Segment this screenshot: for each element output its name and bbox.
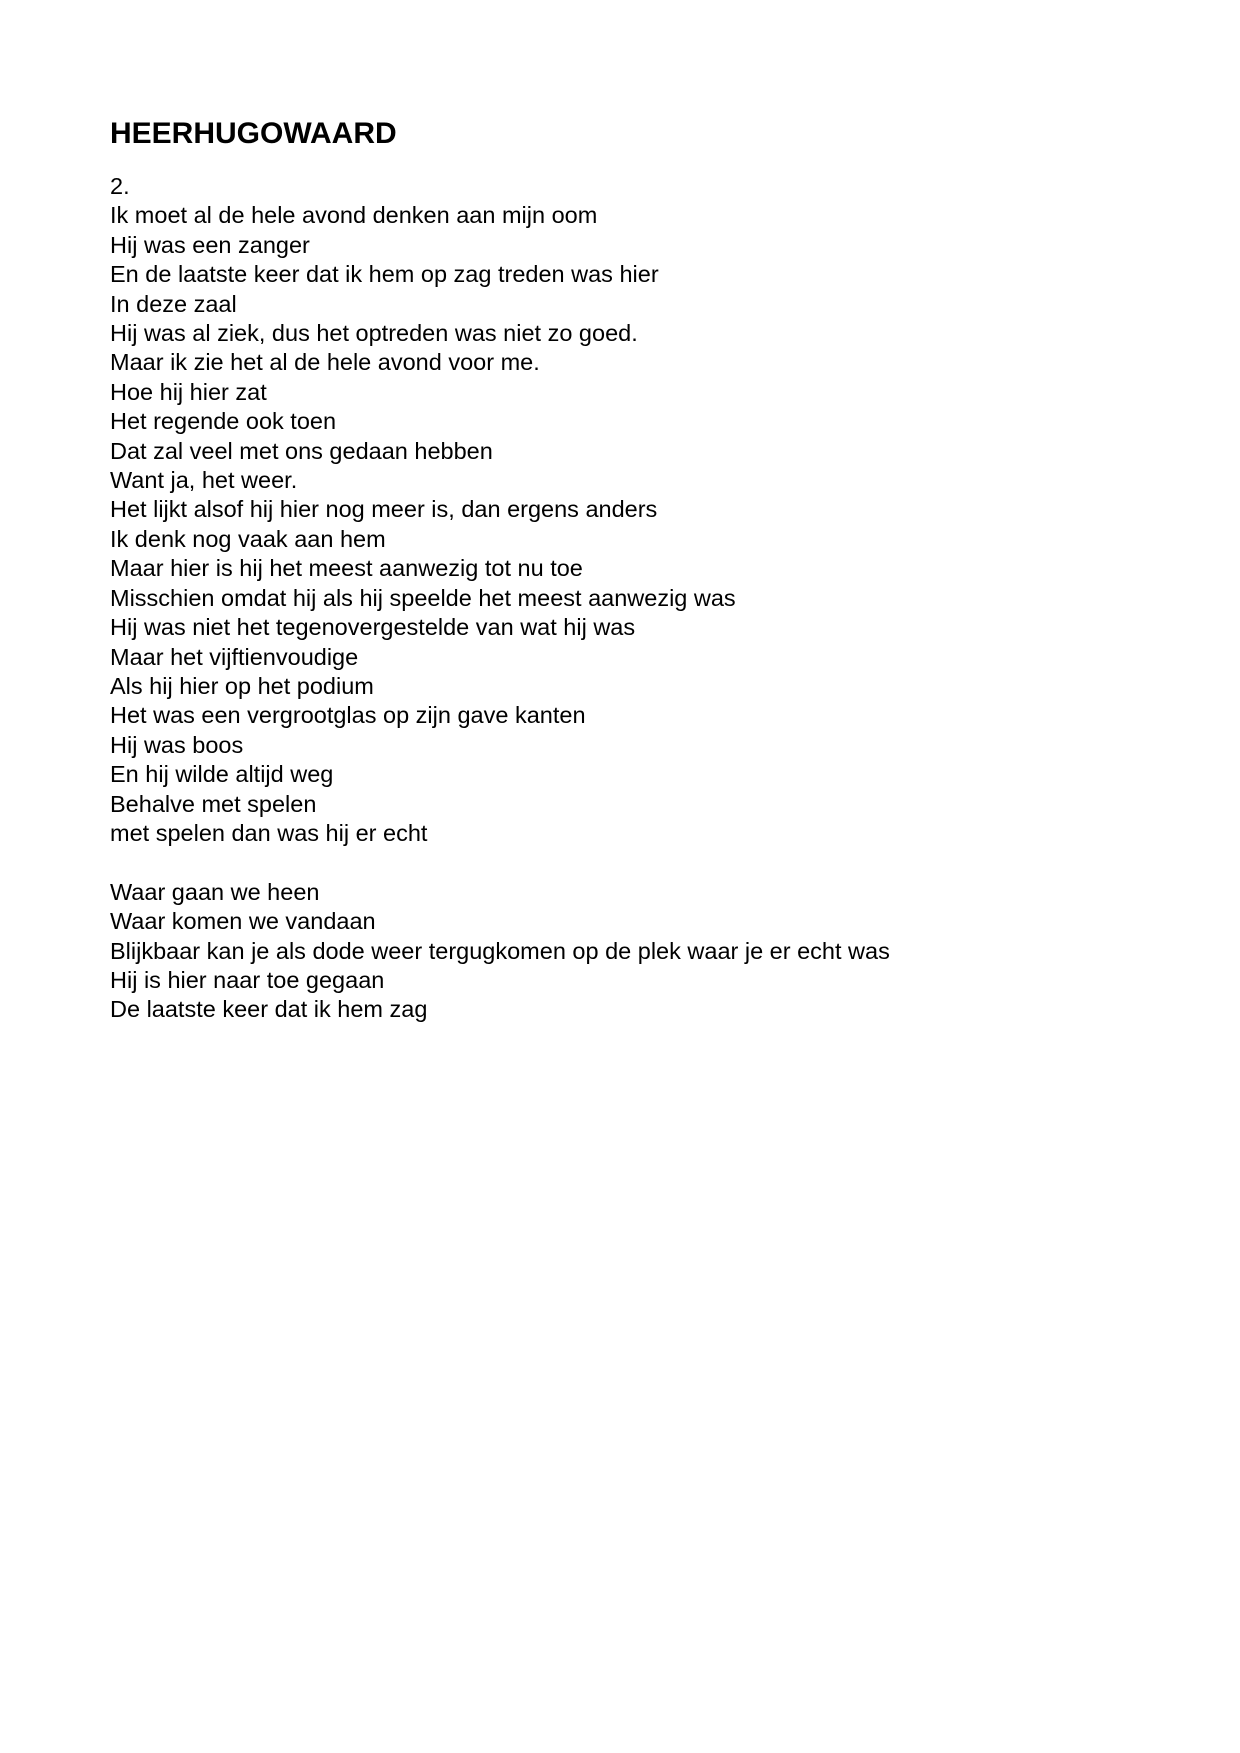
poem-line: Waar gaan we heen <box>110 878 320 905</box>
poem-line: Dat zal veel met ons gedaan hebben <box>110 437 493 464</box>
poem-line: Hij was een zanger <box>110 231 310 258</box>
poem-line: Want ja, het weer. <box>110 467 298 494</box>
poem-line: Hoe hij hier zat <box>110 378 267 405</box>
stanza-1 <box>110 172 890 848</box>
page-title: HEERHUGOWAARD <box>110 117 397 150</box>
poem-line: Waar komen we vandaan <box>110 908 376 935</box>
poem-line: Het regende ook toen <box>110 408 337 435</box>
poem-line: met spelen dan was hij er echt <box>110 819 428 846</box>
stanza-2 <box>110 878 890 1025</box>
poem-line: De laatste keer dat ik hem zag <box>110 996 428 1023</box>
poem-body <box>110 172 890 1025</box>
poem-line: Ik denk nog vaak aan hem <box>110 525 386 552</box>
poem-line: En de laatste keer dat ik hem op zag treden was hier <box>110 261 659 288</box>
poem-line: Hij was boos <box>110 731 244 758</box>
poem-line: Misschien omdat hij als hij speelde het meest aanwezig was <box>110 584 736 611</box>
poem-line: Maar het vijftienvoudige <box>110 643 359 670</box>
poem-line: Blijkbaar kan je als dode weer tergugkomen op de plek waar je er echt was <box>110 937 890 964</box>
poem-line: Hij was al ziek, dus het optreden was niet zo goed. <box>110 320 638 347</box>
poem-line: In deze zaal <box>110 290 237 317</box>
poem-line: Behalve met spelen <box>110 790 317 817</box>
poem-line: Maar ik zie het al de hele avond voor me. <box>110 349 540 376</box>
poem-line: En hij wilde altijd weg <box>110 761 334 788</box>
section-number: 2. <box>110 173 130 199</box>
poem-line: Hij was niet het tegenovergestelde van wat hij was <box>110 614 636 641</box>
poem-line: Maar hier is hij het meest aanwezig tot nu toe <box>110 555 583 582</box>
poem-line: Het was een vergrootglas op zijn gave kanten <box>110 702 586 729</box>
poem-line: Als hij hier op het podium <box>110 672 374 699</box>
poem-line: Ik moet al de hele avond denken aan mijn oom <box>110 202 598 229</box>
poem-line: Hij is hier naar toe gegaan <box>110 966 385 993</box>
poem-line: Het lijkt alsof hij hier nog meer is, dan ergens anders <box>110 496 658 523</box>
